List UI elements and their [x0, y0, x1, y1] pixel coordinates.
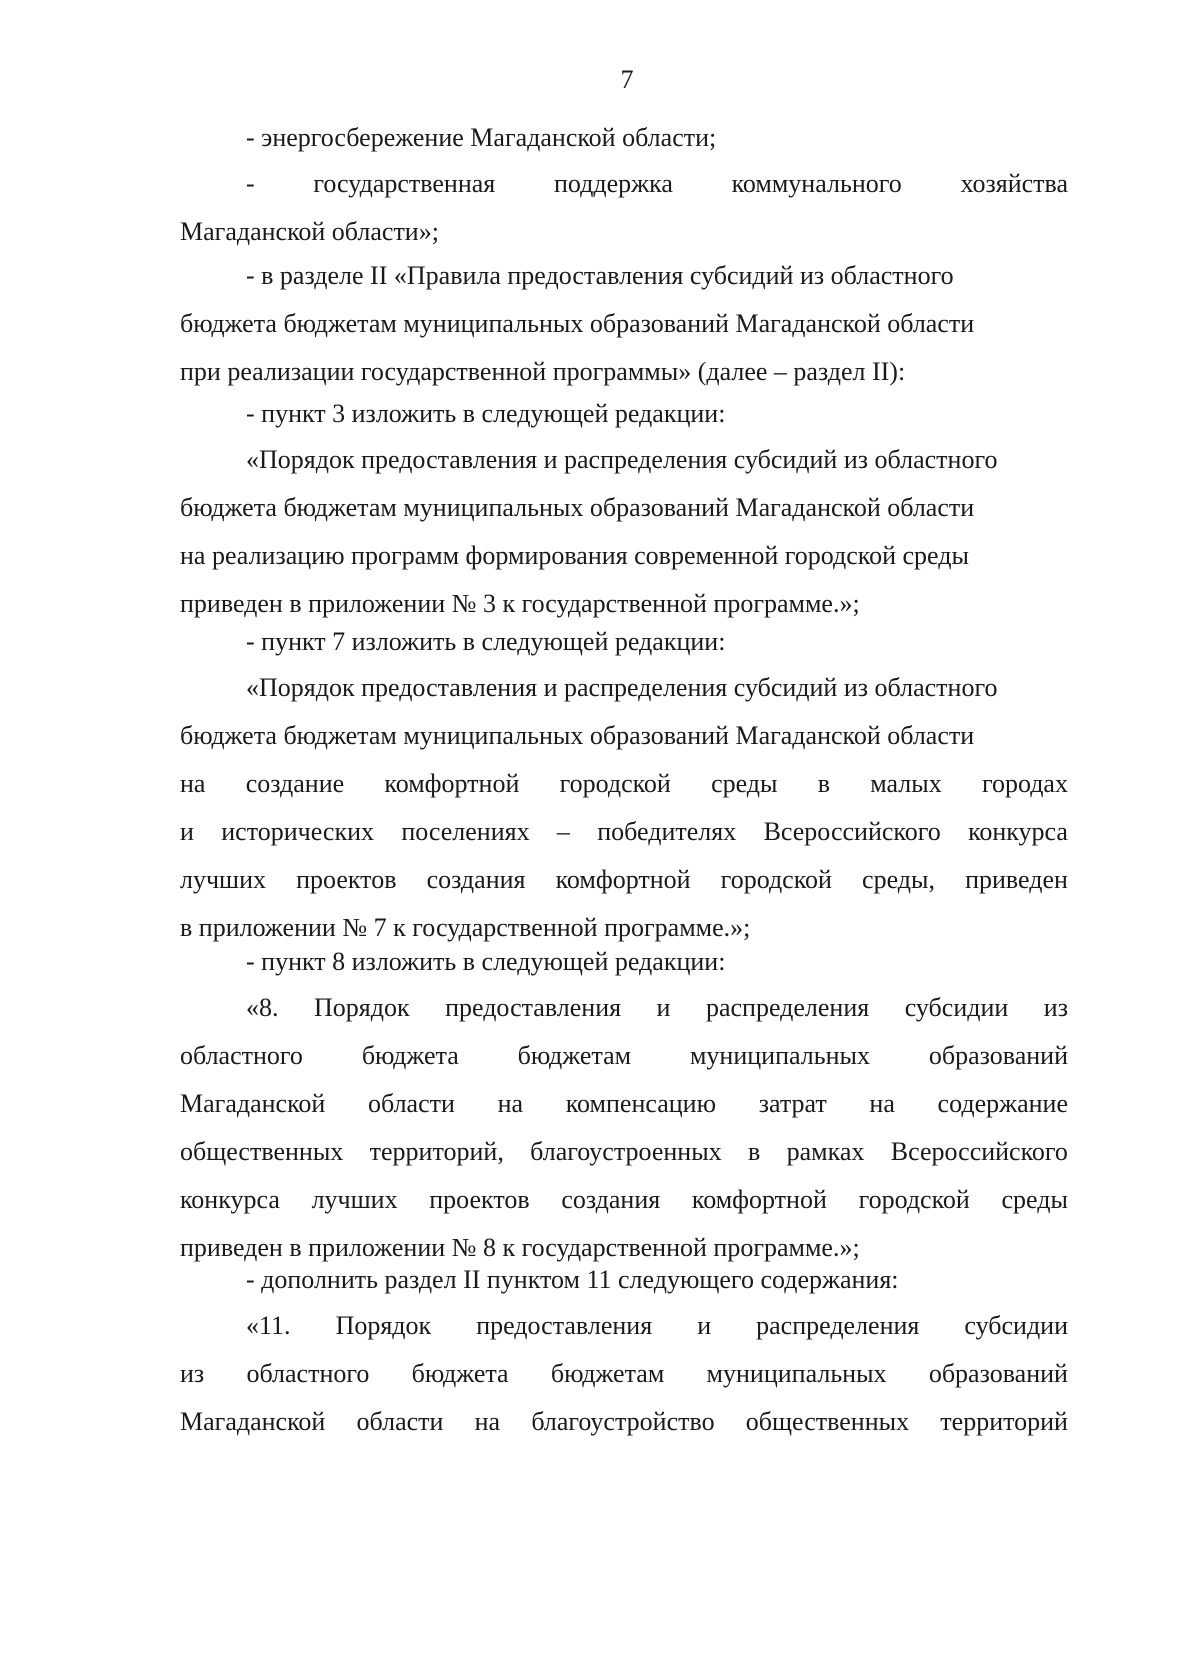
word: городской [559, 769, 671, 798]
word: городской [720, 865, 832, 894]
spread-line [180, 760, 1068, 808]
text-line: - пункт 7 изложить в следующей редакции: [246, 627, 726, 656]
word: лучших [180, 865, 266, 894]
word: Порядок [313, 993, 410, 1022]
word: субсидии [964, 1311, 1068, 1340]
text-line: приведен в приложении № 8 к государственной программе.»; [180, 1233, 860, 1262]
text-line: - пункт 3 изложить в следующей редакции: [246, 399, 726, 428]
text-line: бюджета бюджетам муниципальных образований Магаданской области [180, 721, 975, 750]
word: областного [180, 1041, 303, 1070]
spread-line [180, 1398, 1068, 1446]
text-line: - пункт 8 изложить в следующей редакции: [246, 947, 726, 976]
spread-line [180, 1080, 1068, 1128]
word: субсидии [904, 993, 1009, 1022]
word: малых [870, 769, 942, 798]
word: создание [245, 769, 345, 798]
paragraph-item-8-intro [180, 938, 1068, 986]
word: содержание [937, 1089, 1068, 1118]
word: области [356, 1407, 444, 1436]
word: предоставления [476, 1311, 653, 1340]
word: затрат [758, 1089, 827, 1118]
word: среды [1001, 1185, 1068, 1214]
text-line: «Порядок предоставления и распределения субсидий из областного [246, 445, 998, 474]
word: образований [928, 1041, 1068, 1070]
word: распределения [705, 993, 870, 1022]
word: коммунального [731, 169, 902, 198]
word: и [697, 1311, 712, 1340]
word: создания [426, 865, 526, 894]
word: предоставления [445, 993, 622, 1022]
paragraph-item-8-text [180, 984, 1068, 1272]
word: на [474, 1407, 501, 1436]
word: муниципальных [706, 1359, 887, 1388]
word: конкурса [968, 817, 1068, 846]
word: образований [928, 1359, 1068, 1388]
text-line: бюджета бюджетам муниципальных образований Магаданской области [180, 493, 975, 522]
word: благоустройство [531, 1407, 715, 1436]
word: среды [711, 769, 778, 798]
word: – [556, 817, 570, 846]
paragraph-communal-support [180, 160, 1068, 256]
paragraph-energy-saving [180, 114, 1068, 162]
word: компенсацию [565, 1089, 717, 1118]
text-line: - дополнить раздел II пунктом 11 следующего содержания: [246, 1265, 899, 1294]
word: государственная [313, 169, 496, 198]
word: победителях [597, 817, 737, 846]
word: приведен [965, 865, 1068, 894]
word: области [367, 1089, 455, 1118]
word: городской [858, 1185, 970, 1214]
spread-line [180, 1350, 1068, 1398]
word: общественных [745, 1407, 910, 1436]
word: благоустроенных [530, 1137, 722, 1166]
paragraph-item-11-text [180, 1302, 1068, 1446]
spread-line [180, 1176, 1068, 1224]
word: муниципальных [689, 1041, 870, 1070]
word: проектов [429, 1185, 530, 1214]
word: Всероссийского [890, 1137, 1068, 1166]
word: из [1043, 993, 1068, 1022]
word: проектов [296, 865, 397, 894]
paragraph-item-11-intro [180, 1256, 1068, 1304]
paragraph-item-3-intro [180, 390, 1068, 438]
word: комфортной [555, 865, 691, 894]
word: из [180, 1359, 205, 1388]
word: бюджета [411, 1359, 509, 1388]
text-line: приведен в приложении № 3 к государственной программе.»; [180, 589, 860, 618]
text-line: на реализацию программ формирования современной городской среды [180, 541, 969, 570]
word: бюджетам [517, 1041, 632, 1070]
word: городах [981, 769, 1068, 798]
paragraph-item-7-intro [180, 618, 1068, 666]
text-line: - в разделе II «Правила предоставления субсидий из областного [246, 261, 954, 290]
word: Всероссийского [763, 817, 941, 846]
word: исторических [221, 817, 374, 846]
word: и [180, 817, 194, 846]
text-line: «Порядок предоставления и распределения субсидий из областного [246, 673, 998, 702]
word: на [180, 769, 206, 798]
word: комфортной [384, 769, 520, 798]
word: территорий, [369, 1137, 504, 1166]
text-line: бюджета бюджетам муниципальных образований Магаданской области [180, 309, 975, 338]
word: среды, [862, 865, 935, 894]
word: комфортной [691, 1185, 827, 1214]
word: и [656, 993, 671, 1022]
word: поселениях [401, 817, 530, 846]
text-line: в приложении № 7 к государственной программе.»; [180, 913, 751, 942]
text-line: - энергосбережение Магаданской области; [246, 123, 717, 152]
paragraph-item-7-text [180, 664, 1068, 952]
spread-line [180, 856, 1068, 904]
spread-line [180, 1128, 1068, 1176]
spread-line [180, 808, 1068, 856]
page-number: 7 [620, 65, 634, 94]
word: Порядок [335, 1311, 432, 1340]
word: создания [561, 1185, 661, 1214]
word: хозяйства [960, 169, 1068, 198]
paragraph-section-ii [180, 252, 1068, 396]
word: областного [246, 1359, 370, 1388]
spread-line [180, 1032, 1068, 1080]
word: распределения [756, 1311, 920, 1340]
word: территорий [940, 1407, 1068, 1436]
word: конкурса [180, 1185, 280, 1214]
spread-line [180, 984, 1068, 1032]
text-line: Магаданской области»; [180, 217, 439, 246]
paragraph-item-3-text [180, 436, 1068, 628]
word: Магаданской [180, 1407, 326, 1436]
word: в [817, 769, 830, 798]
word: бюджетам [550, 1359, 665, 1388]
word: на [869, 1089, 895, 1118]
word: на [497, 1089, 524, 1118]
word: в [748, 1137, 761, 1166]
word: общественных [180, 1137, 344, 1166]
word: - [246, 169, 255, 198]
spread-line [180, 160, 1068, 208]
text-line: при реализации государственной программы» (далее – раздел II): [180, 357, 906, 386]
word: поддержка [553, 169, 673, 198]
word: рамках [786, 1137, 865, 1166]
word: лучших [311, 1185, 398, 1214]
word: «11. [246, 1311, 291, 1340]
spread-line [180, 1302, 1068, 1350]
word: бюджета [361, 1041, 459, 1070]
word: Магаданской [180, 1089, 326, 1118]
word: «8. [246, 993, 279, 1022]
